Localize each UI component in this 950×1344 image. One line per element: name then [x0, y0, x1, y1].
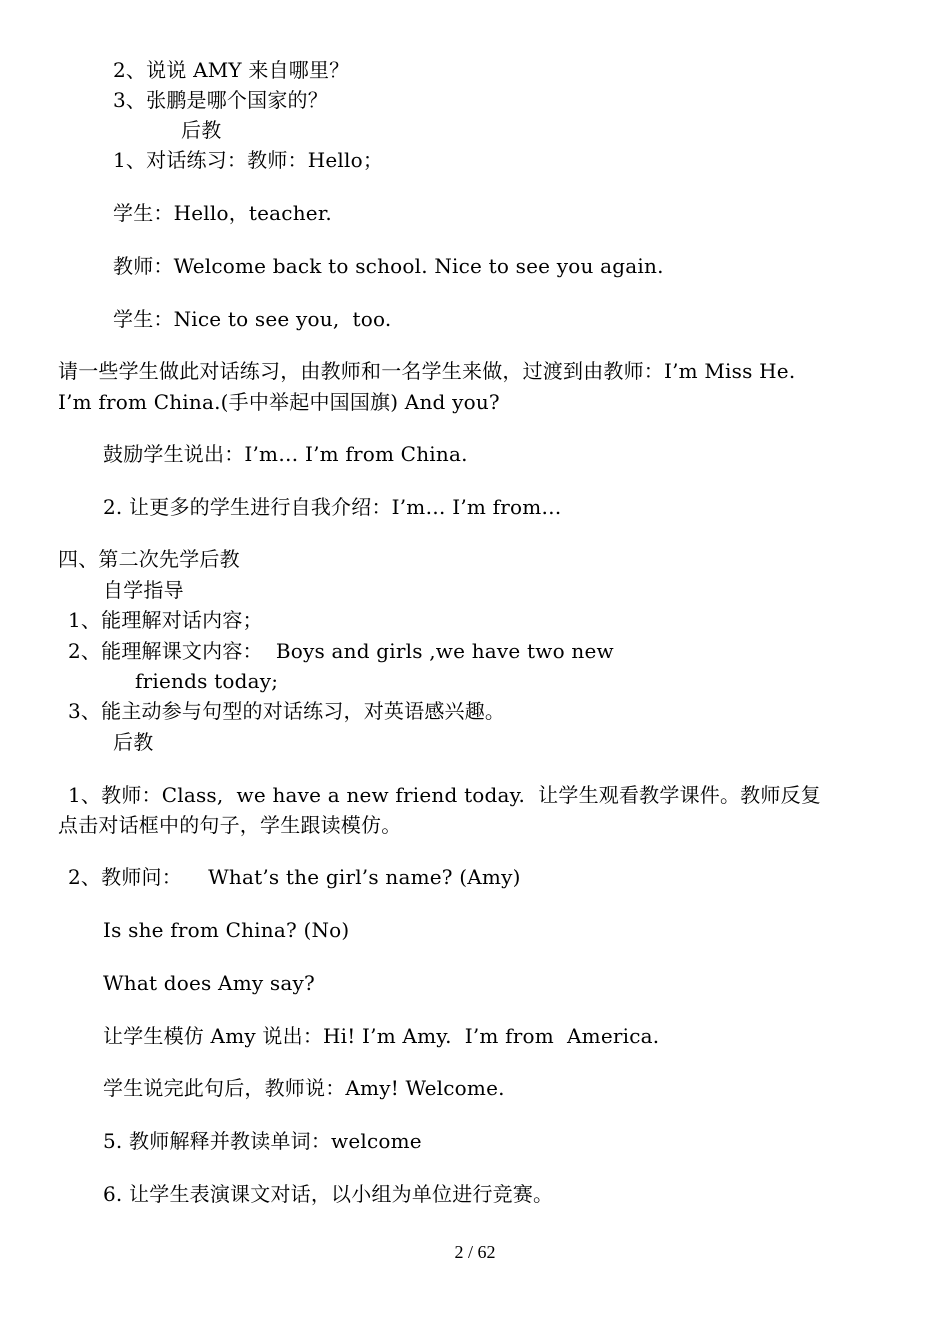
list-item: 2、能理解课文内容： Boys and girls ,we have two new [68, 639, 614, 663]
subsection-heading: 后教 [113, 730, 154, 754]
list-item: 3、能主动参与句型的对话练习，对英语感兴趣。 [68, 699, 506, 723]
text-line: 学生说完此句后，教师说：Amy! Welcome. [103, 1076, 505, 1100]
dialogue-line: 学生：Hello，teacher. [113, 201, 332, 225]
paragraph-line: 点击对话框中的句子，学生跟读模仿。 [58, 813, 402, 837]
list-item-continuation: friends today; [135, 669, 279, 693]
text-line: 3、张鹏是哪个国家的？ [113, 88, 328, 112]
dialogue-line: 学生：Nice to see you, too. [113, 307, 392, 331]
paragraph-line: 1、教师：Class, we have a new friend today. 让学生观看教学课件。教师反复 [68, 783, 821, 807]
text-line: 让学生模仿 Amy 说出：Hi! I’m Amy. I’m from America. [103, 1024, 660, 1048]
paragraph-line: I’m from China.(手中举起中国国旗) And you? [58, 390, 500, 414]
subsection-heading: 自学指导 [103, 578, 184, 602]
paragraph-line: 请一些学生做此对话练习，由教师和一名学生来做，过渡到由教师：I’m Miss He. [58, 359, 796, 383]
text-line: 2. 让更多的学生进行自我介绍：I’m… I’m from… [103, 495, 562, 519]
list-item: 1、能理解对话内容； [68, 608, 263, 632]
page-number: 2 / 62 [454, 1242, 496, 1262]
section-heading: 后教 [181, 118, 222, 142]
section-heading: 四、第二次先学后教 [58, 547, 240, 571]
dialogue-line: 教师：Welcome back to school. Nice to see you again. [113, 254, 664, 278]
text-line: 6. 让学生表演课文对话，以小组为单位进行竞赛。 [103, 1182, 554, 1206]
text-line: What does Amy say? [103, 971, 315, 995]
text-line: 2、教师问： What’s the girl’s name? (Amy) [68, 865, 521, 889]
text-line: 2、说说 AMY 来自哪里？ [113, 58, 350, 82]
text-line: 鼓励学生说出：I’m… I’m from China. [103, 442, 468, 466]
text-line: 5. 教师解释并教读单词：welcome [103, 1129, 422, 1153]
text-line: 1、对话练习：教师：Hello； [113, 148, 384, 172]
text-line: Is she from China? (No) [103, 918, 350, 942]
